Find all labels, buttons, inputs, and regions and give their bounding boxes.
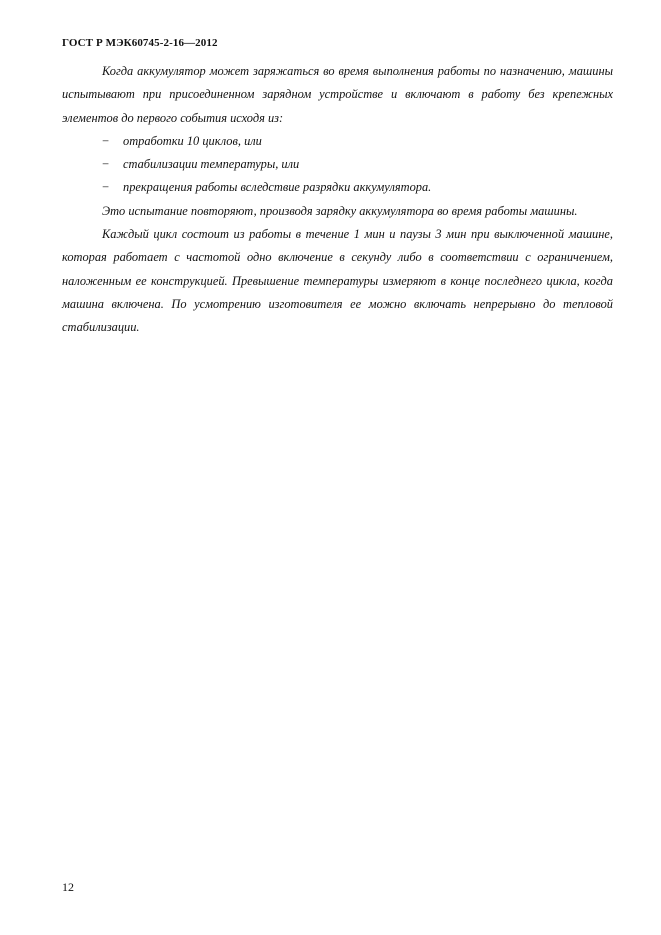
document-body [62,60,613,340]
list-item [62,153,613,176]
document-header: ГОСТ Р МЭК60745-2-16—2012 [62,37,218,49]
list-item-text: прекращения работы вследствие разрядки аккумулятора. [123,180,432,195]
paragraph-cycle-description: Каждый цикл состоит из работы в течение 1 мин и паузы 3 мин при выключенной машине, которая работает с частотой одно включение в секунду либо в соответствии с ограничением, наложенным ее конструкцией. Превышение температуры измеряют в конце последнего цикла, когда машина включена. По усмотрению изготовителя ее можно включать непрерывно до тепловой стабилизации. [62,227,613,335]
list-item-text: отработки 10 циклов, или [123,133,262,148]
list-item [62,130,613,153]
list-dash-marker: − [102,133,109,148]
list-dash-marker: − [102,157,109,172]
list-item [62,176,613,199]
page-number: 12 [62,880,74,894]
list-dash-marker: − [102,180,109,195]
paragraph-test-repeat: Это испытание повторяют, производя зарядку аккумулятора во время работы машины. [102,203,578,218]
list-item-text: стабилизации температуры, или [123,157,300,172]
paragraph-battery-charging: Когда аккумулятор может заряжаться во время выполнения работы по назначению, машины испытывают при присоединенном зарядном устройстве и включают в работу без крепежных элементов до первого события исходя из: [62,64,613,125]
